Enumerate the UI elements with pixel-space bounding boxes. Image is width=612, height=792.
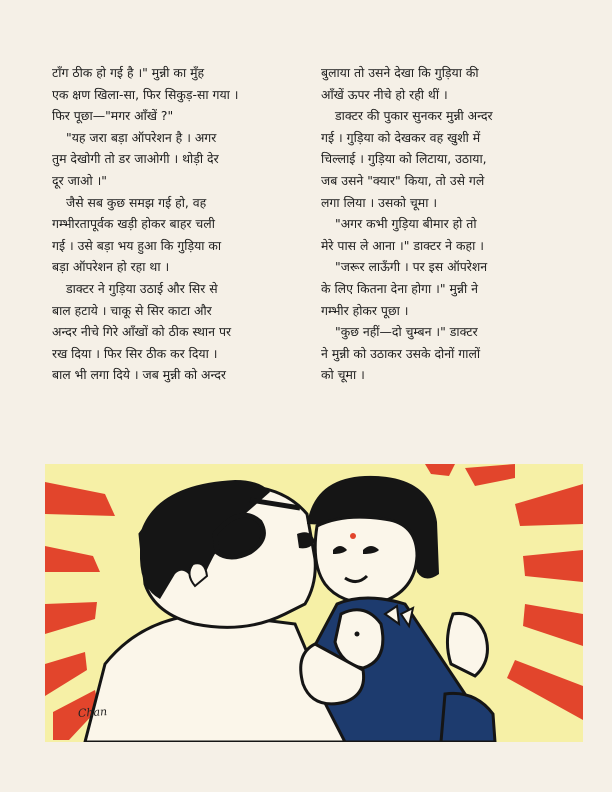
text-line: बाल हटाये । चाकू से सिर काटा और	[52, 302, 212, 318]
text-line: दूर जाओ ।"	[52, 172, 107, 188]
text-line: डाक्टर की पुकार सुनकर मुन्नी अन्दर	[335, 108, 493, 124]
text-line: के लिए कितना देना होगा ।" मुन्नी ने	[321, 280, 479, 296]
girl-bindi	[350, 533, 356, 539]
text-line: एक क्षण खिला-सा, फिर सिकुड़-सा गया ।	[52, 86, 239, 102]
text-line: ने मुन्नी को उठाकर उसके दोनों गालों	[321, 345, 481, 361]
text-line: रख दिया । फिर सिर ठीक कर दिया ।	[52, 345, 218, 361]
text-line: मेरे पास ले आना ।" डाक्टर ने कहा ।	[321, 237, 484, 253]
text-line: आँखें ऊपर नीचे हो रही थीं ।	[321, 86, 448, 102]
text-line: गई । उसे बड़ा भय हुआ कि गुड़िया का	[52, 237, 222, 253]
text-line: जब उसने "क्यार" किया, तो उसे गले	[321, 172, 485, 188]
text-line: फिर पूछा—"मगर आँखें ?"	[52, 108, 174, 124]
text-line: टाँग ठीक हो गई है ।" मुन्नी का मुँह	[52, 65, 205, 80]
text-line: गम्भीर होकर पूछा ।	[321, 302, 409, 318]
text-line: डाक्टर ने गुड़िया उठाई और सिर से	[66, 280, 218, 296]
doll-eye	[355, 632, 360, 637]
text-line: अन्दर नीचे गिरे आँखों को ठीक स्थान पर	[52, 324, 232, 340]
text-line: "अगर कभी गुड़िया बीमार हो तो	[335, 216, 477, 232]
text-line: "यह जरा बड़ा ऑपरेशन है । अगर	[66, 129, 217, 145]
text-line: बड़ा ऑपरेशन हो रहा था ।	[52, 259, 170, 275]
text-line: को चूमा ।	[321, 367, 365, 383]
text-line: चिल्लाई । गुड़िया को लिटाया, उठाया,	[321, 151, 487, 167]
text-line: "कुछ नहीं—दो चुम्बन ।" डाक्टर	[335, 324, 478, 340]
text-line: बाल भी लगा दिये । जब मुन्नी को अन्दर	[52, 367, 226, 383]
doctor-kissing-girl-illustration	[45, 464, 583, 742]
text-line: तुम देखोगी तो डर जाओगी । थोड़ी देर	[52, 151, 219, 167]
text-line: जैसे सब कुछ समझ गई हो, वह	[66, 194, 207, 210]
text-line: गई । गुड़िया को देखकर वह खुशी में	[321, 129, 481, 145]
text-column-right	[321, 62, 583, 386]
artist-signature: Chan	[77, 704, 108, 721]
girl-face	[315, 517, 417, 604]
text-line: बुलाया तो उसने देखा कि गुड़िया की	[321, 65, 479, 80]
text-column-left	[52, 62, 310, 386]
text-line: "जरूर लाऊँगी । पर इस ऑपरेशन	[335, 259, 488, 275]
text-line: गम्भीरतापूर्वक खड़ी होकर बाहर चली	[52, 216, 215, 232]
text-line: लगा लिया । उसको चूमा ।	[321, 194, 438, 210]
